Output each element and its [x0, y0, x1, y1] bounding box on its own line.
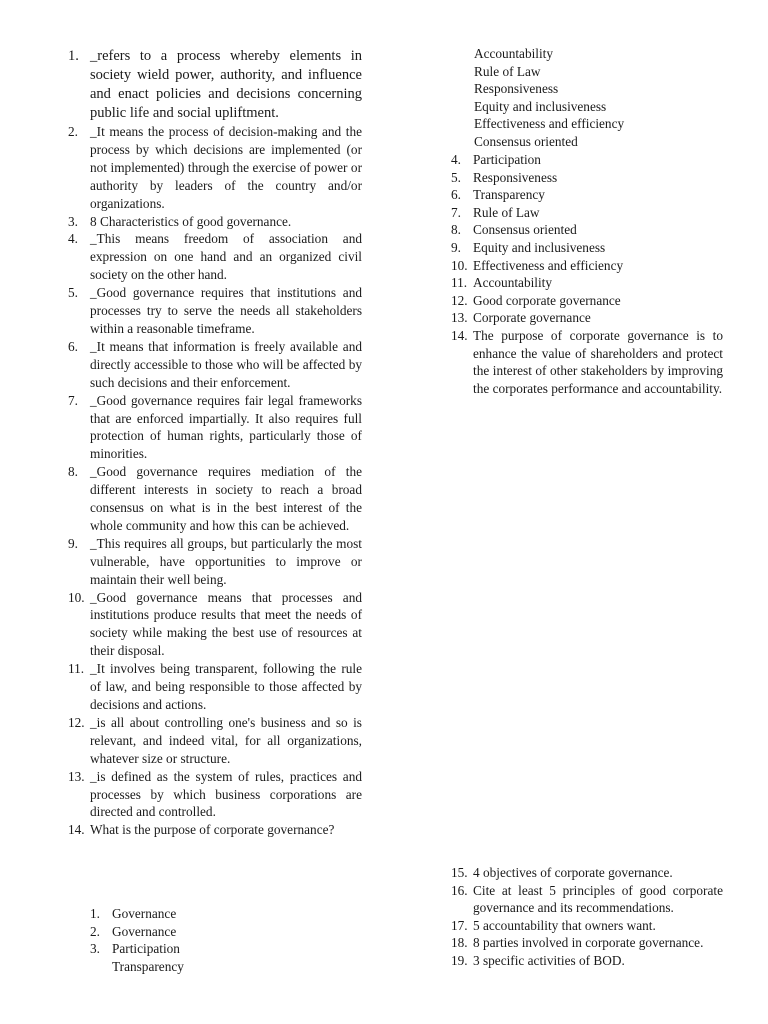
list-item: 12. Good corporate governance [451, 292, 621, 308]
list-item: 8. Consensus oriented [451, 222, 577, 238]
list-item: 9. Equity and inclusiveness [451, 239, 606, 255]
list-item: 10. _Good governance means that processes and institutions produce results that meet the needs of society while making the best use of resources at their disposal. [68, 589, 362, 659]
answer-text: Rule of Law [473, 204, 540, 220]
list-item: 16. Cite at least 5 principles of good corporate governance and its recommendations. [451, 882, 723, 916]
list-item: 1. Governance [90, 906, 177, 921]
question-text: 8 parties involved in corporate governance. [473, 935, 704, 951]
question-text: _Good governance requires mediation of the different interests in society to reach a broad consensus on what is in the best interest of the whole community and how this can be achieved. [90, 464, 362, 533]
question-text: 4 objectives of corporate governance. [473, 865, 673, 880]
list-item: 12. _is all about controlling one's business and so is relevant, and indeed vital, for all organizations, whatever size or structure. [68, 714, 362, 766]
list-item: 9. _This requires all groups, but particularly the most vulnerable, have opportunities to improve or maintain their well being. [68, 535, 362, 587]
list-item: 6. _It means that information is freely available and directly accessible to those who will be affected by such decisions and their enforcement. [68, 338, 362, 390]
list-item: 3. Participation [90, 941, 180, 957]
answers-right-list [451, 151, 723, 397]
question-text: Cite at least 5 principles of good corporate governance and its recommendations. [473, 882, 723, 916]
answer-text: Governance [112, 906, 177, 921]
list-item: 2. _It means the process of decision-making and the process by which decisions are implemented (or not implemented) through the exercise of power or authority by leaders of the country and/or organizations. [68, 124, 362, 211]
list-item: 4. _This means freedom of association and expression on one hand and an organized civil society on the other hand. [68, 231, 362, 283]
list-item: 14. What is the purpose of corporate governance? [68, 822, 335, 838]
question-text: 8 Characteristics of good governance. [90, 213, 292, 229]
list-item: 4. Participation [451, 152, 541, 167]
list-item: 7. Rule of Law [451, 204, 540, 220]
list-item: 2. Governance [90, 923, 177, 939]
answers-left-list [90, 905, 290, 958]
answer-continuation: Transparency [112, 958, 184, 974]
question-text: _It means the process of decision-making and the process by which decisions are implemented (or not implemented) through the exercise of power or authority by leaders of the country and/or organizations. [90, 124, 362, 211]
question-text: What is the purpose of corporate governance? [90, 822, 335, 838]
list-item: 11. _It involves being transparent, following the rule of law, and being responsible to those affected by decisions and actions. [68, 661, 362, 712]
answer-text: Effectiveness and efficiency [473, 257, 624, 273]
answer-text: Governance [112, 923, 177, 939]
question-text: _Good governance requires fair legal frameworks that are enforced impartially. It also requires full protection of human rights, particularly those of minorities. [90, 392, 362, 462]
question-text: 5 accountability that owners want. [473, 917, 656, 933]
answers-right-continuation: Accountability Rule of Law Responsiveness Equity and inclusiveness Effectiveness and efficiency Consensus oriented [474, 46, 625, 149]
list-item: 1. _refers to a process whereby elements in society wield power, authority, and influence and enact policies and decisions concerning public life and social upliftment. [68, 48, 362, 121]
answer-text: The purpose of corporate governance is to enhance the value of shareholders and protect the interest of other stakeholders by improving the corporates performance and accountability. [473, 327, 723, 396]
answers-right-column [451, 151, 723, 397]
list-item: 3. 8 Characteristics of good governance. [68, 213, 292, 229]
list-item: 14. The purpose of corporate governance is to enhance the value of shareholders and protect the interest of other stakeholders by improving the corporates performance and accountability. [451, 327, 723, 396]
answer-text: Accountability [473, 275, 553, 291]
answers-left-column [90, 905, 290, 975]
question-text: _Good governance requires that institutions and processes try to serve the needs all stakeholders within a reasonable timeframe. [90, 285, 362, 336]
list-item: 8. _Good governance requires mediation of the different interests in society to reach a broad consensus on what is in the best interest of the whole community and how this can be achieved. [68, 464, 362, 533]
list-item: 15. 4 objectives of corporate governance. [451, 865, 673, 880]
list-item: 19. 3 specific activities of BOD. [451, 952, 625, 968]
answer-text: Equity and inclusiveness [473, 239, 606, 255]
list-item: 5. Responsiveness [451, 169, 558, 185]
answer-text: Responsiveness [473, 169, 558, 185]
list-item: 18. 8 parties involved in corporate governance. [451, 935, 704, 951]
question-text: _This requires all groups, but particularly the most vulnerable, have opportunities to improve or maintain their well being. [90, 535, 362, 587]
list-item: 13. Corporate governance [451, 310, 591, 326]
question-text: _Good governance means that processes and institutions produce results that meet the needs of society while making the best use of resources at their disposal. [90, 589, 362, 659]
answer-text: Good corporate governance [473, 292, 621, 308]
list-item: 5. _Good governance requires that institutions and processes try to serve the needs all stakeholders within a reasonable timeframe. [68, 285, 362, 336]
list-item: 13. _is defined as the system of rules, practices and processes by which business corporations are directed and controlled. [68, 768, 362, 820]
answer-text: Participation [473, 152, 541, 167]
list-item: 7. _Good governance requires fair legal frameworks that are enforced impartially. It also requires full protection of human rights, particularly those of minorities. [68, 392, 362, 462]
question-text: _refers to a process whereby elements in society wield power, authority, and influence and enact policies and decisions concerning public life and social upliftment. [90, 48, 362, 121]
question-text: 3 specific activities of BOD. [473, 952, 625, 968]
questions-list [68, 47, 362, 839]
question-text: _It means that information is freely available and directly accessible to those who will be affected by such decisions and their enforcement. [90, 338, 362, 390]
answer-text: Transparency [473, 187, 545, 203]
answer-text: Corporate governance [473, 310, 591, 326]
questions-column [68, 47, 362, 839]
question-text: _is defined as the system of rules, practices and processes by which business corporations are directed and controlled. [90, 768, 362, 820]
question-text: _It involves being transparent, following the rule of law, and being responsible to those affected by decisions and actions. [90, 661, 362, 712]
list-item: 17. 5 accountability that owners want. [451, 917, 656, 933]
list-item: 6. Transparency [451, 187, 545, 203]
questions-right-list [451, 864, 723, 970]
answer-text: Participation [112, 941, 180, 957]
question-text: _This means freedom of association and expression on one hand and an organized civil society on the other hand. [90, 231, 362, 283]
questions-right-column [451, 864, 723, 970]
list-item: 10. Effectiveness and efficiency [451, 257, 624, 273]
answer-text: Consensus oriented [473, 222, 577, 238]
question-text: _is all about controlling one's business and so is relevant, and indeed vital, for all organizations, whatever size or structure. [90, 714, 362, 766]
list-item: 11. Accountability [451, 275, 553, 291]
